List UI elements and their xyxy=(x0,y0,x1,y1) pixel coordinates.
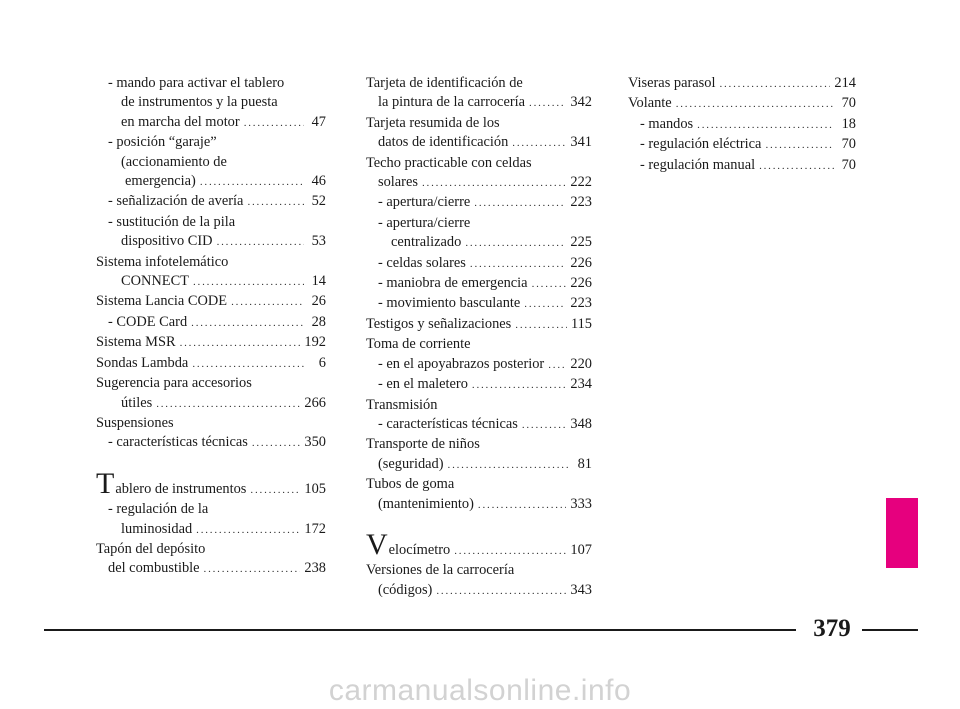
index-entry-label: Testigos y señalizaciones xyxy=(366,315,512,332)
index-entry-label: dispositivo CID xyxy=(121,233,213,250)
index-entry-label: Transmisión xyxy=(366,396,438,413)
index-entry-text xyxy=(121,153,227,172)
index-entry-text xyxy=(378,294,520,313)
index-entry-text xyxy=(366,435,480,454)
index-entry-text xyxy=(366,396,437,415)
dot-leader xyxy=(512,134,566,153)
index-entry xyxy=(628,135,856,155)
index-entry-text xyxy=(378,375,468,394)
index-entry-label: - posición “garaje” xyxy=(108,134,217,151)
footer-rule-right xyxy=(862,629,918,631)
index-entry xyxy=(366,435,592,454)
index-entry-page: 52 xyxy=(311,193,326,210)
index-entry xyxy=(628,156,856,176)
index-entry xyxy=(366,114,592,133)
index-entry-page: 220 xyxy=(570,355,592,372)
index-entry-text xyxy=(366,527,451,561)
index-entry-page: 341 xyxy=(570,134,592,151)
index-entry-text xyxy=(378,93,525,112)
index-entry-text xyxy=(121,232,213,251)
dot-leader xyxy=(252,434,301,453)
index-entry-text xyxy=(96,333,176,352)
index-entry-page: 105 xyxy=(304,480,326,497)
index-entry-text xyxy=(640,115,693,134)
dot-leader xyxy=(472,376,567,395)
index-entry-label: (mantenimiento) xyxy=(378,495,474,512)
dot-leader xyxy=(524,295,566,314)
index-entry-text xyxy=(96,253,228,272)
dot-leader xyxy=(465,234,566,253)
index-entry xyxy=(96,313,326,333)
index-entry xyxy=(366,274,592,294)
index-entry-label: (códigos) xyxy=(378,581,433,598)
index-entry-label: Tarjeta de identificación de xyxy=(366,75,523,91)
index-entry xyxy=(96,559,326,579)
index-entry-page: 226 xyxy=(570,275,592,292)
index-entry-text xyxy=(108,74,284,93)
index-entry-text xyxy=(366,315,511,334)
index-entry-text xyxy=(108,192,243,211)
index-entry xyxy=(366,233,592,253)
dot-leader xyxy=(196,521,300,540)
index-entry xyxy=(96,394,326,414)
dot-leader xyxy=(529,94,566,113)
index-entry-label: Sistema infotelemático xyxy=(96,253,229,270)
index-entry-text xyxy=(125,172,196,191)
index-entry-page: 70 xyxy=(841,95,856,112)
index-entry-page: 70 xyxy=(841,156,856,173)
index-entry-label: emergencia) xyxy=(125,173,196,190)
index-entry-label: - sustitución de la pila xyxy=(108,213,236,230)
dot-leader xyxy=(244,114,304,133)
index-entry-text xyxy=(96,374,252,393)
dot-leader xyxy=(247,193,304,212)
index-entry-text xyxy=(640,135,761,154)
index-entry xyxy=(366,74,592,93)
index-entry-text xyxy=(378,214,470,233)
index-column-1 xyxy=(96,74,326,580)
section-initial-letter: T xyxy=(96,466,115,500)
dot-leader xyxy=(522,416,567,435)
index-entry-page: 18 xyxy=(841,115,856,132)
index-entry-label: Versiones de la carrocería xyxy=(366,562,515,579)
index-entry-page: 115 xyxy=(570,315,592,332)
index-entry-page: 343 xyxy=(570,581,592,598)
index-entry-text xyxy=(108,559,200,578)
index-entry-label: - apertura/cierre xyxy=(378,214,471,231)
index-entry xyxy=(96,172,326,192)
index-entry-text xyxy=(378,173,418,192)
index-entry-text xyxy=(628,74,715,93)
index-entry xyxy=(96,354,326,374)
dot-leader xyxy=(231,293,304,312)
index-entry-text xyxy=(366,154,532,173)
index-entry-label: solares xyxy=(378,174,418,191)
dot-leader xyxy=(697,116,834,135)
index-entry xyxy=(96,414,326,433)
index-entry-text xyxy=(378,495,474,514)
index-entry-label: - regulación eléctrica xyxy=(640,136,762,153)
index-entry-text xyxy=(108,500,208,519)
index-entry-page: 225 xyxy=(570,234,592,251)
index-entry-label: Sondas Lambda xyxy=(96,354,189,371)
index-entry-page: 223 xyxy=(570,295,592,312)
index-entry-page: 70 xyxy=(841,136,856,153)
index-entry-page: 26 xyxy=(311,293,326,310)
dot-leader xyxy=(156,395,300,414)
index-entry-text xyxy=(378,581,432,600)
index-entry-page: 53 xyxy=(311,233,326,250)
index-entry-label: de instrumentos y la puesta xyxy=(121,94,278,111)
index-entry xyxy=(366,581,592,601)
dot-leader xyxy=(191,314,304,333)
index-entry-text xyxy=(378,455,444,474)
index-entry xyxy=(628,74,856,94)
index-entry-label: Transporte de niños xyxy=(366,436,480,453)
index-entry-label: (seguridad) xyxy=(378,455,444,472)
index-entry-text xyxy=(108,433,248,452)
index-entry-text xyxy=(108,133,217,152)
index-entry-label: centralizado xyxy=(391,234,462,251)
index-entry-label: - maniobra de emergencia xyxy=(378,275,528,292)
index-entry xyxy=(366,193,592,213)
index-column-3 xyxy=(628,74,856,176)
section-initial-letter: V xyxy=(366,527,388,561)
index-entry xyxy=(366,214,592,233)
index-entry-page: 14 xyxy=(311,273,326,290)
index-entry xyxy=(366,527,592,561)
section-tab-marker xyxy=(886,498,918,568)
index-entry-label: - señalización de avería xyxy=(108,193,244,210)
index-entry-label: - características técnicas xyxy=(108,434,248,451)
index-entry xyxy=(628,115,856,135)
index-entry-text xyxy=(366,561,514,580)
index-entry-label: Toma de corriente xyxy=(366,336,471,353)
index-entry xyxy=(96,540,326,559)
index-entry-text xyxy=(378,133,508,152)
index-entry-text xyxy=(121,520,192,539)
index-entry xyxy=(366,133,592,153)
dot-leader xyxy=(470,255,567,274)
dot-leader xyxy=(454,542,566,561)
index-entry-label: Volante xyxy=(628,95,672,112)
page-number: 379 xyxy=(813,615,851,642)
index-entry-text xyxy=(121,394,152,413)
index-entry xyxy=(366,561,592,580)
index-entry xyxy=(96,232,326,252)
index-entry-page: 266 xyxy=(304,394,326,411)
index-entry-text xyxy=(366,114,500,133)
index-entry xyxy=(366,415,592,435)
index-entry xyxy=(96,520,326,540)
index-entry-label: ablero de instrumentos xyxy=(115,480,247,497)
index-entry xyxy=(96,272,326,292)
dot-leader xyxy=(478,496,566,515)
index-entry-page: 348 xyxy=(570,415,592,432)
index-entry xyxy=(366,396,592,415)
index-entry-text xyxy=(378,254,466,273)
index-entry-text xyxy=(96,540,205,559)
index-entry-label: Viseras parasol xyxy=(628,75,716,91)
index-entry-label: Sistema Lancia CODE xyxy=(96,293,228,310)
index-entry xyxy=(96,213,326,232)
index-entry-page: 47 xyxy=(311,113,326,130)
index-entry-page: 46 xyxy=(311,173,326,190)
index-entry-text xyxy=(121,113,240,132)
index-entry-label: - apertura/cierre xyxy=(378,194,471,211)
index-entry-label: en marcha del motor xyxy=(121,113,240,130)
index-entry-text xyxy=(96,414,174,433)
index-entry-page: 6 xyxy=(318,354,326,371)
index-entry-page: 333 xyxy=(570,495,592,512)
dot-leader xyxy=(436,582,566,601)
index-entry xyxy=(96,113,326,133)
index-entry-page: 226 xyxy=(570,254,592,271)
index-entry-label: Tarjeta resumida de los xyxy=(366,114,500,131)
index-entry-label: - movimiento basculante xyxy=(378,295,521,312)
index-entry-page: 238 xyxy=(304,560,326,577)
index-entry xyxy=(96,333,326,353)
index-entry-page: 81 xyxy=(577,455,592,472)
index-entry-label: Sugerencia para accesorios xyxy=(96,375,252,392)
index-entry-label: Techo practicable con celdas xyxy=(366,154,532,171)
index-entry-label: - características técnicas xyxy=(378,415,518,432)
index-entry-text xyxy=(366,74,523,93)
index-entry xyxy=(96,133,326,152)
index-entry-page: 223 xyxy=(570,194,592,211)
index-entry-label: - CODE Card xyxy=(108,313,188,330)
index-entry-page: 172 xyxy=(304,520,326,537)
index-entry xyxy=(366,495,592,515)
index-entry xyxy=(96,253,326,272)
index-entry-page: 107 xyxy=(570,541,592,558)
index-entry xyxy=(96,153,326,172)
index-entry-text xyxy=(366,335,470,354)
index-entry xyxy=(96,433,326,453)
index-entry-text xyxy=(628,94,672,113)
index-entry-text xyxy=(640,156,755,175)
index-entry xyxy=(96,292,326,312)
index-entry-label: (accionamiento de xyxy=(121,153,227,170)
index-entry-page: 28 xyxy=(311,313,326,330)
dot-leader xyxy=(217,233,304,252)
dot-leader xyxy=(192,355,304,374)
index-entry-page: 222 xyxy=(570,174,592,191)
index-entry-page: 192 xyxy=(304,334,326,351)
index-entry-label: Tubos de goma xyxy=(366,476,455,493)
index-entry-text xyxy=(378,193,470,212)
index-entry-text xyxy=(121,93,278,112)
index-entry-text xyxy=(108,213,235,232)
index-entry-label: del combustible xyxy=(108,560,200,577)
index-entry-page: 342 xyxy=(570,94,592,111)
index-entry xyxy=(366,455,592,475)
dot-leader xyxy=(719,75,830,94)
dot-leader xyxy=(474,194,566,213)
index-entry-text xyxy=(121,272,189,291)
index-entry xyxy=(366,475,592,494)
dot-leader xyxy=(193,273,304,292)
index-entry-label: CONNECT xyxy=(121,273,189,290)
index-entry-text xyxy=(366,475,454,494)
index-entry-text xyxy=(108,313,187,332)
index-entry-label: Suspensiones xyxy=(96,414,174,431)
index-entry xyxy=(96,192,326,212)
index-entry xyxy=(366,173,592,193)
index-entry-label: Sistema MSR xyxy=(96,334,176,351)
index-entry-label: - mandos xyxy=(640,115,694,132)
index-entry xyxy=(366,315,592,335)
index-entry-text xyxy=(391,233,461,252)
index-entry xyxy=(366,335,592,354)
dot-leader xyxy=(765,136,834,155)
dot-leader xyxy=(676,95,834,114)
index-entry-text xyxy=(96,466,247,500)
index-entry-label: datos de identificación xyxy=(378,134,509,151)
index-entry-label: - celdas solares xyxy=(378,254,466,271)
index-entry-page: 350 xyxy=(304,434,326,451)
index-entry xyxy=(366,154,592,173)
index-column-2 xyxy=(366,74,592,601)
index-entry-label: - en el maletero xyxy=(378,376,468,393)
index-entry xyxy=(366,254,592,274)
index-entry xyxy=(366,375,592,395)
dot-leader xyxy=(448,456,570,475)
dot-leader xyxy=(180,334,301,353)
index-entry-label: elocímetro xyxy=(388,541,451,558)
dot-leader xyxy=(200,173,304,192)
index-entry-label: la pintura de la carrocería xyxy=(378,94,526,111)
watermark-text: carmanualsonline.info xyxy=(328,674,632,707)
index-entry xyxy=(96,466,326,500)
index-entry xyxy=(96,374,326,393)
dot-leader xyxy=(250,481,300,500)
dot-leader xyxy=(759,157,834,176)
dot-leader xyxy=(422,174,566,193)
index-entry-label: útiles xyxy=(121,394,153,411)
index-entry-label: - regulación manual xyxy=(640,156,756,173)
index-entry xyxy=(366,93,592,113)
index-entry-label: - mando para activar el tablero xyxy=(108,75,285,91)
footer-rule-left xyxy=(44,629,796,631)
index-entry xyxy=(366,294,592,314)
index-entry xyxy=(96,93,326,112)
dot-leader xyxy=(515,316,567,335)
index-entry xyxy=(96,74,326,93)
index-entry-text xyxy=(378,415,518,434)
index-entry-label: - en el apoyabrazos posterior xyxy=(378,355,545,372)
dot-leader xyxy=(548,356,566,375)
index-entry-page: 214 xyxy=(834,75,856,91)
index-entry-text xyxy=(378,274,528,293)
index-entry xyxy=(96,500,326,519)
index-entry-label: - regulación de la xyxy=(108,501,209,518)
dot-leader xyxy=(204,560,301,579)
index-entry-label: Tapón del depósito xyxy=(96,540,206,557)
index-entry-text xyxy=(96,354,188,373)
dot-leader xyxy=(532,275,567,294)
index-entry xyxy=(628,94,856,114)
index-entry-page: 234 xyxy=(570,376,592,393)
index-entry xyxy=(366,355,592,375)
index-entry-text xyxy=(96,292,227,311)
index-entry-label: luminosidad xyxy=(121,520,193,537)
index-entry-text xyxy=(378,355,544,374)
